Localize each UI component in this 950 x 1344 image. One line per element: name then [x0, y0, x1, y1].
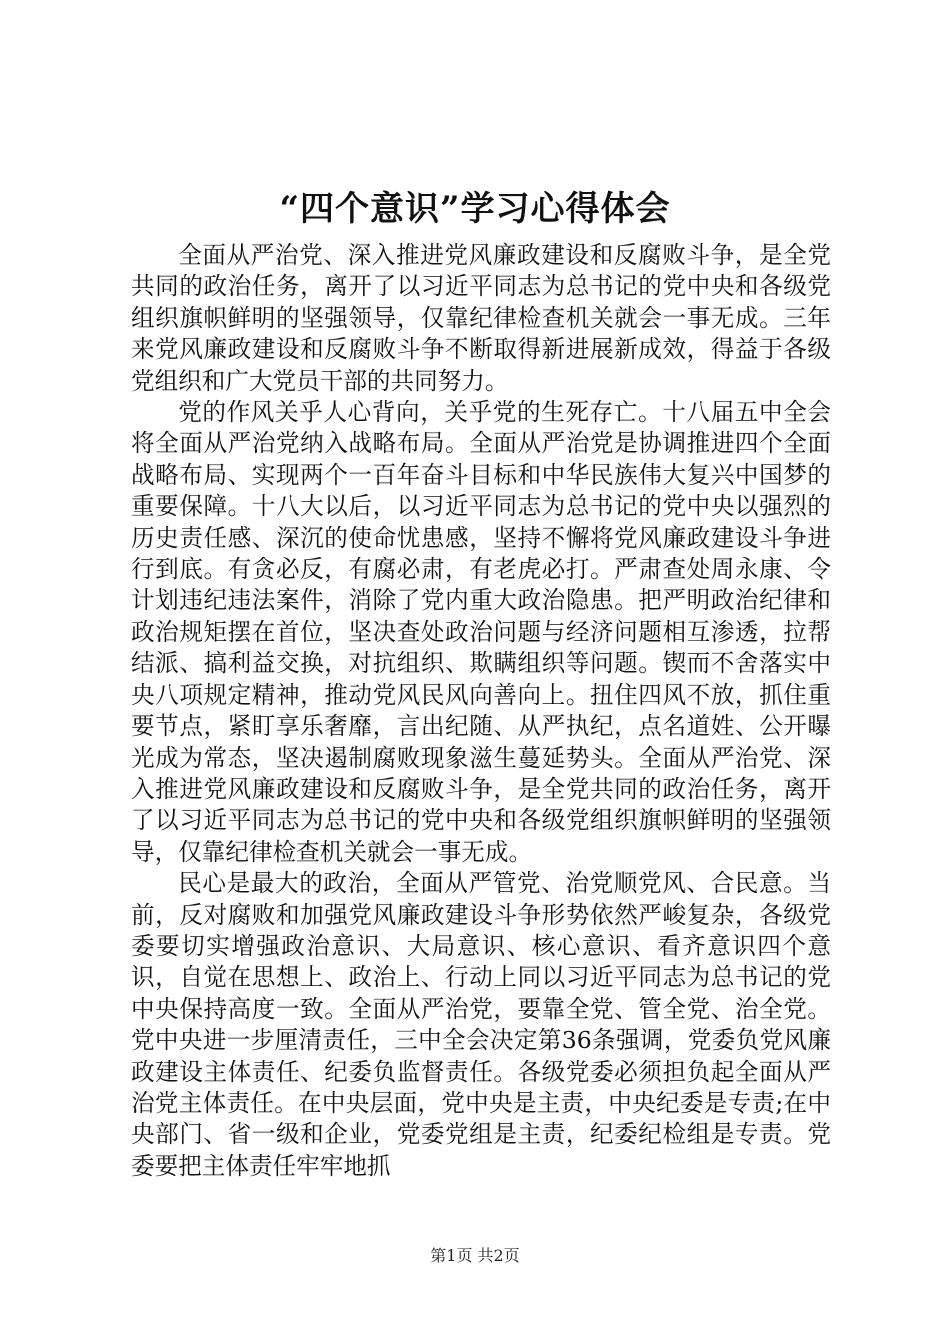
paragraph-3: 民心是最大的政治，全面从严管党、治党顺党风、合民意。当前，反对腐败和加强党风廉政建设斗争形势依然严峻复杂，各级党委要切实增强政治意识、大局意识、核心意识、看齐意识四个意识，自觉在思想上、政治上、行动上同以习近平同志为总书记的党中央保持高度一致。全面从严治党，要靠全党、管全党、治全党。党中央进一步厘清责任，三中全会决定第36条强调，党委负党风廉政建设主体责任、纪委负监督责任。各级党委必须担负起全面从严治党主体责任。在中央层面，党中央是主责，中央纪委是专责;在中央部门、省一级和企业，党委党组是主责，纪委纪检组是专责。党委要把主体责任牢牢地抓 — [131, 869, 831, 1180]
document-body — [131, 240, 831, 1182]
paragraph-1: 全面从严治党、深入推进党风廉政建设和反腐败斗争，是全党共同的政治任务，离开了以习近平同志为总书记的党中央和各级党组织旗帜鲜明的坚强领导，仅靠纪律检查机关就会一事无成。三年来党风廉政建设和反腐败斗争不断取得新进展新成效，得益于各级党组织和广大党员干部的共同努力。 — [131, 241, 831, 395]
document-title: “四个意识”学习心得体会 — [279, 189, 671, 229]
page-number-footer: 第1页 共2页 — [430, 1246, 520, 1265]
paragraph-2: 党的作风关乎人心背向，关乎党的生死存亡。十八届五中全会将全面从严治党纳入战略布局。全面从严治党是协调推进四个全面战略布局、实现两个一百年奋斗目标和中华民族伟大复兴中国梦的重要保障。十八大以后，以习近平同志为总书记的党中央以强烈的历史责任感、深沉的使命忧患感，坚持不懈将党风廉政建设斗争进行到底。有贪必反，有腐必肃，有老虎必打。严肃查处周永康、令计划违纪违法案件，消除了党内重大政治隐患。把严明政治纪律和政治规矩摆在首位，坚决查处政治问题与经济问题相互渗透，拉帮结派、搞利益交换，对抗组织、欺瞒组织等问题。锲而不舍落实中央八项规定精神，推动党风民风向善向上。扭住四风不放，抓住重要节点，紧盯享乐奢靡，言出纪随、从严执纪，点名道姓、公开曝光成为常态，坚决遏制腐败现象滋生蔓延势头。全面从严治党、深入推进党风廉政建设和反腐败斗争，是全党共同的政治任务，离开了以习近平同志为总书记的党中央和各级党组织旗帜鲜明的坚强领导，仅靠纪律检查机关就会一事无成。 — [131, 398, 831, 866]
